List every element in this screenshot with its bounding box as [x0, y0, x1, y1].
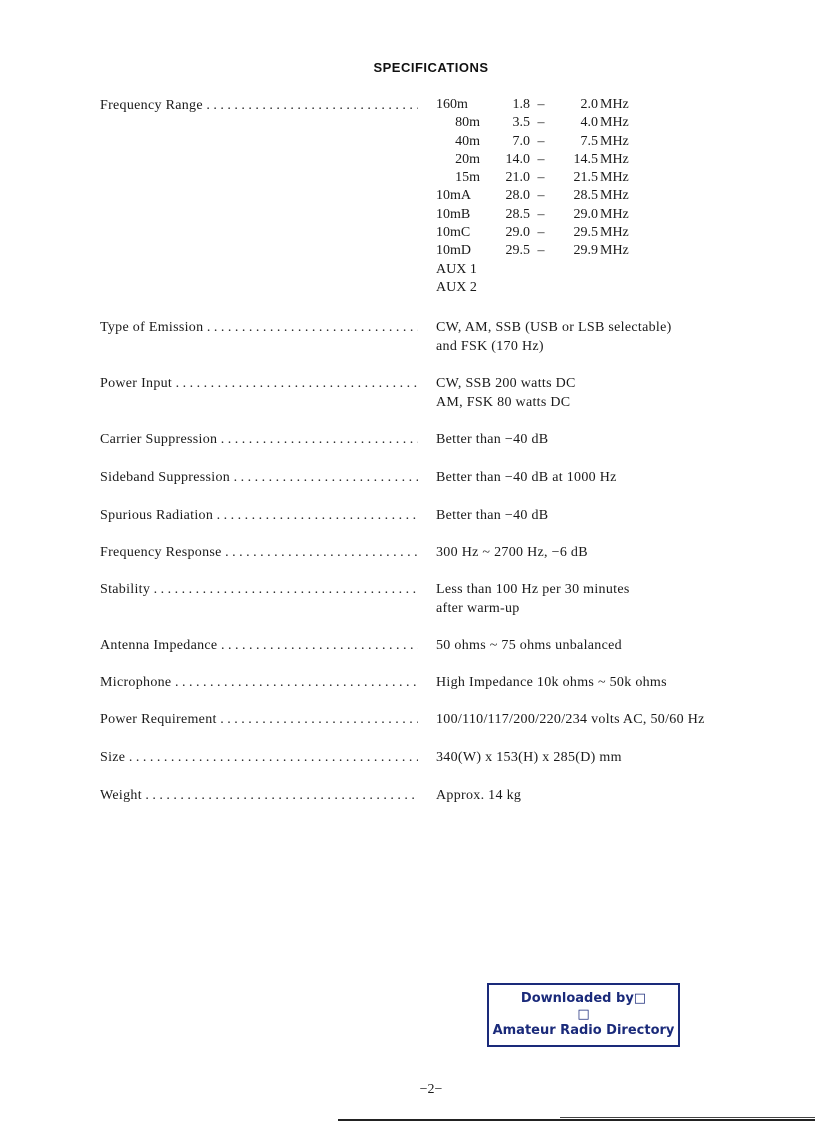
spec-label: Antenna Impedance . . .	[100, 636, 418, 655]
band-high-frequency: 29.5	[573, 225, 598, 241]
band-unit: MHz	[600, 151, 629, 167]
spec-label: Frequency Response . . .	[100, 543, 418, 562]
band-range-dash: –	[537, 133, 545, 149]
spec-label: Spurious Radiation . . .	[100, 506, 418, 525]
band-low-frequency: 29.5	[505, 243, 530, 259]
band-unit: MHz	[600, 243, 629, 259]
aux-band-name: AUX 2	[436, 279, 477, 295]
page-number: −2−	[419, 1082, 443, 1097]
band-range-dash: –	[537, 151, 545, 167]
band-unit: MHz	[600, 188, 629, 204]
spec-value: CW, SSB 200 watts DC	[436, 376, 576, 391]
band-name: 160m	[436, 97, 468, 112]
band-high-frequency: 2.0	[580, 97, 598, 112]
spec-label: Weight . . .	[100, 786, 418, 805]
spec-value: CW, AM, SSB (USB or LSB selectable)	[436, 320, 672, 335]
band-low-frequency: 7.0	[512, 133, 530, 149]
band-low-frequency: 1.8	[512, 97, 530, 112]
band-high-frequency: 28.5	[573, 188, 598, 204]
spec-value: 50 ohms ~ 75 ohms unbalanced	[436, 638, 622, 653]
spec-label: Microphone . . .	[100, 673, 418, 692]
band-unit: MHz	[600, 206, 629, 222]
band-name: 20m	[455, 151, 480, 167]
spec-value: Better than −40 dB	[436, 508, 549, 523]
band-high-frequency: 7.5	[580, 133, 598, 149]
spec-label: Carrier Suppression . . .	[100, 430, 418, 449]
spec-value: High Impedance 10k ohms ~ 50k ohms	[436, 675, 667, 690]
band-high-frequency: 4.0	[580, 115, 598, 131]
spec-value: Better than −40 dB at 1000 Hz	[436, 470, 617, 485]
band-range-dash: –	[537, 115, 545, 131]
band-low-frequency: 21.0	[505, 170, 530, 186]
band-range-dash: –	[537, 225, 545, 241]
band-range-dash: –	[537, 243, 545, 259]
spec-label: Stability . . .	[100, 580, 418, 599]
band-low-frequency: 28.5	[505, 206, 530, 222]
band-name: 10mC	[436, 225, 471, 241]
spec-value: and FSK (170 Hz)	[436, 339, 544, 354]
spec-value: 340(W) x 153(H) x 285(D) mm	[436, 750, 622, 765]
band-name: 10mB	[436, 206, 471, 222]
spec-label-frequency-range: Frequency Range . . .	[100, 96, 418, 115]
band-name: 15m	[455, 170, 480, 186]
download-stamp	[487, 983, 680, 1047]
spec-value: Approx. 14 kg	[436, 788, 522, 803]
band-range-dash: –	[537, 188, 545, 204]
band-high-frequency: 29.0	[573, 206, 598, 222]
band-high-frequency: 29.9	[573, 243, 598, 259]
band-range-dash: –	[537, 170, 545, 186]
page-title: SPECIFICATIONS	[373, 60, 489, 75]
band-name: 40m	[455, 133, 480, 149]
spec-value: Better than −40 dB	[436, 432, 549, 447]
spec-label: Sideband Suppression . . .	[100, 468, 418, 487]
page-bottom-edge	[338, 1119, 815, 1121]
spec-value: 100/110/117/200/220/234 volts AC, 50/60 Hz	[436, 712, 705, 727]
band-unit: MHz	[600, 170, 629, 186]
aux-band-name: AUX 1	[436, 261, 477, 277]
stamp-line-1: Downloaded by□	[520, 991, 647, 1006]
band-high-frequency: 14.5	[573, 151, 598, 167]
band-low-frequency: 28.0	[505, 188, 530, 204]
band-name: 10mD	[436, 243, 471, 259]
spec-value: 300 Hz ~ 2700 Hz, −6 dB	[436, 545, 588, 560]
band-name: 10mA	[436, 188, 471, 204]
spec-label: Size . . .	[100, 748, 418, 767]
band-unit: MHz	[600, 97, 629, 112]
spec-value: after warm-up	[436, 601, 520, 616]
band-unit: MHz	[600, 133, 629, 149]
stamp-line-3: Amateur Radio Directory	[492, 1023, 675, 1038]
band-unit: MHz	[600, 225, 629, 241]
band-low-frequency: 14.0	[505, 151, 530, 167]
band-low-frequency: 3.5	[512, 115, 530, 131]
band-range-dash: –	[537, 97, 545, 112]
band-low-frequency: 29.0	[505, 225, 530, 241]
band-name: 80m	[455, 115, 480, 131]
spec-label: Power Requirement . . .	[100, 710, 418, 729]
band-range-dash: –	[537, 206, 545, 222]
band-unit: MHz	[600, 115, 629, 131]
page-bottom-edge-shadow	[560, 1117, 815, 1118]
spec-value: Less than 100 Hz per 30 minutes	[436, 582, 630, 597]
spec-label: Power Input . . .	[100, 374, 418, 393]
stamp-line-2: □	[577, 1007, 590, 1022]
spec-value: AM, FSK 80 watts DC	[436, 395, 571, 410]
band-high-frequency: 21.5	[573, 170, 598, 186]
spec-label: Type of Emission . . .	[100, 318, 418, 337]
